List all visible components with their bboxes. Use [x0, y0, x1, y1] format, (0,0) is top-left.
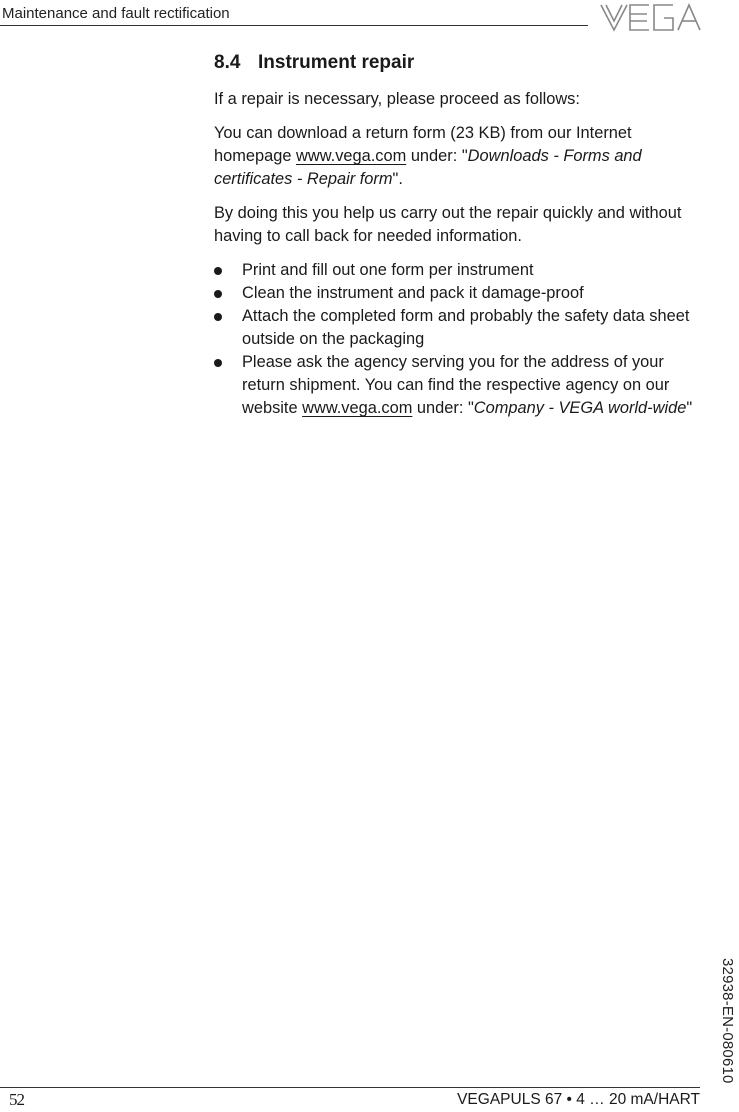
main-content [214, 51, 706, 420]
list-item-text: Attach the completed form and probably the safety data sheet outside on the packaging [242, 307, 690, 348]
download-paragraph [214, 122, 706, 191]
bullet-icon [214, 267, 222, 275]
section-heading [214, 51, 706, 75]
download-text-end: ". [392, 170, 403, 188]
benefit-paragraph: By doing this you help us carry out the repair quickly and without having to call back for needed information. [214, 204, 682, 245]
list-item [214, 305, 706, 351]
instruction-list [214, 259, 706, 420]
document-code: 32938-EN-080610 [719, 958, 736, 1084]
intro-paragraph: If a repair is necessary, please proceed as follows: [214, 90, 580, 108]
bullet-icon [214, 359, 222, 367]
list-item [214, 351, 706, 420]
download-path: Downloads - Forms and certificates - Repair form [214, 147, 642, 188]
list-item-text-mid: under: " [412, 399, 474, 417]
download-text-mid: under: " [406, 147, 468, 165]
list-item [214, 259, 706, 282]
section-title: Instrument repair [258, 52, 415, 73]
list-item-text-end: " [686, 399, 693, 417]
list-item-text: Clean the instrument and pack it damage-proof [242, 284, 584, 302]
company-path: Company - VEGA world-wide [473, 399, 687, 417]
vega-website-link[interactable]: www.vega.com [296, 147, 407, 165]
list-item [214, 282, 706, 305]
running-header: Maintenance and fault rectification [2, 5, 230, 22]
list-item-text: Please ask the agency serving you for the address of your return shipment. You can find the respective agency on our website [242, 353, 670, 417]
vega-logo [597, 0, 705, 34]
download-text: You can download a return form (23 KB) from our Internet homepage [214, 124, 632, 165]
bullet-icon [214, 290, 222, 298]
bullet-icon [214, 313, 222, 321]
section-number: 8.4 [214, 52, 241, 73]
vega-website-link[interactable]: www.vega.com [302, 399, 413, 417]
product-name: VEGAPULS 67 • 4 … 20 mA/HART [457, 1091, 700, 1108]
page-number: 52 [9, 1090, 24, 1109]
list-item-text: Print and fill out one form per instrument [242, 261, 534, 279]
footer-divider [0, 1087, 700, 1088]
header-divider [0, 25, 588, 26]
